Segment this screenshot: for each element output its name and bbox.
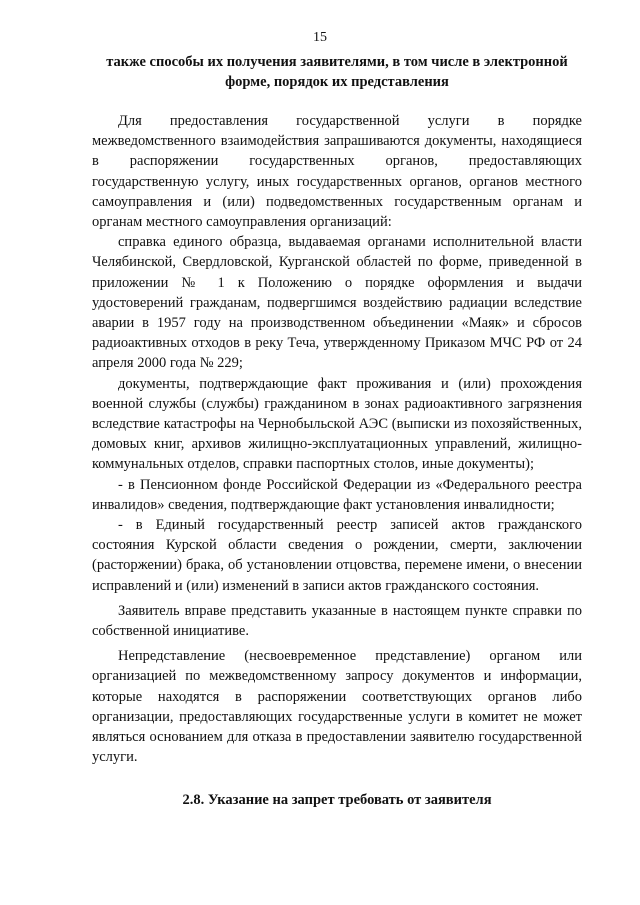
document-body <box>92 52 582 810</box>
page-number: 15 <box>313 30 327 45</box>
paragraph: - в Пенсионном фонде Российской Федерации из «Федерального реестра инвалидов» сведения, подтверждающие факт установления инвалидности; <box>92 476 582 513</box>
paragraph: справка единого образца, выдаваемая органами исполнительной власти Челябинской, Свердловской, Курганской областей по форме, приведенной в приложении № 1 к Положению о порядке оформления и выдачи удостоверений гражданам, подвергшимся воздействию радиации вследствие аварии в 1957 году на производственном объединении «Маяк» и сбросов радиоактивных отходов в реку Теча, утвержденному Приказом МЧС РФ от 24 апреля 2000 года № 229; <box>92 234 582 372</box>
paragraph: документы, подтверждающие факт проживания и (или) прохождения военной службы (службы) гражданином в зонах радиоактивного загрязнения вследствие катастрофы на Чернобыльской АЭС (выписки из похозяйственных, домовых книг, архивов жилищно-эксплуатационных управлений, жилищно-коммунальных отделов, справки паспортных столов, иные документы); <box>92 375 582 473</box>
paragraph: - в Единый государственный реестр записей актов гражданского состояния Курской области сведения о рождении, смерти, заключении (расторжении) брака, об установлении отцовства, перемене имени, о внесении исправлений и (или) изменений в записи актов гражданского состояния. <box>92 517 582 594</box>
section-heading: 2.8. Указание на запрет требовать от заявителя <box>182 791 492 808</box>
paragraph: Заявитель вправе представить указанные в настоящем пункте справки по собственной инициативе. <box>92 602 582 640</box>
paragraph: Для предоставления государственной услуги в порядке межведомственного взаимодействия запрашиваются документы, находящиеся в распоряжении государственных органов, предоставляющих государственную услугу, иных государственных органов, органов местного самоуправления и (или) подведомственных государственным органам и органам местного самоуправления организаций: <box>92 113 582 231</box>
paragraph: Непредставление (несвоевременное представление) органом или организацией по межведомственному запросу документов и информации, которые находятся в распоряжении соответствующих органов либо организации, предоставляющих государственные услуги в комитет не может являться основанием для отказа в предоставлении заявителю государственной услуги. <box>92 648 582 766</box>
top-heading: также способы их получения заявителями, в том числе в электронной форме, порядок их представления <box>106 54 568 90</box>
